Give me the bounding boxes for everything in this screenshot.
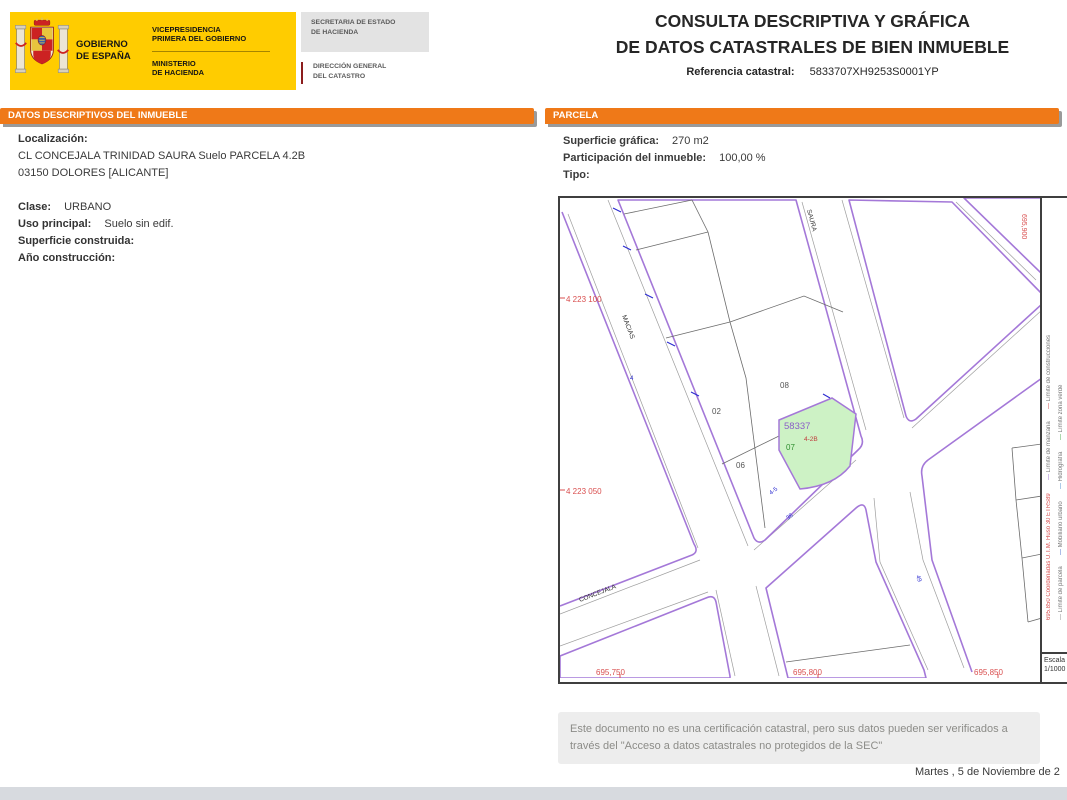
legend-limite-parcela: — Límite de parcela [1056,566,1066,620]
street-name-concejala: CONCEJALA [578,583,618,604]
street-name-top: SAURA [805,208,818,233]
bottom-strip [0,787,1067,800]
parcela-body [563,133,1043,184]
legend-hidrografia: — Hidrografía [1056,452,1066,489]
coord-x2: 695,800 [793,668,822,677]
manzana-number: 58337 [784,421,811,432]
direccion-general-catastro-label [301,62,443,84]
scale-value: 1/1000 [1044,666,1066,673]
cadastral-map-canvas [560,198,1040,678]
coord-x3: 695,850 [974,668,1003,677]
cadastral-map [558,196,1067,684]
ministerio-line1: MINISTERIO [152,58,196,68]
gobierno-line1: GOBIERNO [76,38,128,50]
legend-column-1 [1044,202,1054,620]
coord-vertical: 695,900 [1020,214,1027,240]
superficie-grafica-label: Superficie gráfica: [563,135,659,147]
tipo-label: Tipo: [563,169,590,181]
legend-zona-verde: — Límite zona verde [1056,385,1066,440]
scale-label: Escala [1044,657,1066,664]
gov-logo-block [10,12,296,90]
secretaria-line2: DE HACIENDA [311,28,359,36]
street-name-macias: MACIAS [620,314,636,340]
section-header-datos-descriptivos: DATOS DESCRIPTIVOS DEL INMUEBLE [0,108,534,124]
coord-y1: 4 223 100 [566,295,602,304]
scale-box [1042,652,1067,682]
address-line1: CL CONCEJALA TRINIDAD SAURA Suelo PARCELA 4.2B [18,150,306,162]
superficie-grafica-value: 270 m2 [672,135,709,147]
uso-value: Suelo sin edif. [104,218,174,230]
participacion-row [563,150,1043,167]
superficie-grafica-row [563,133,1043,150]
disclaimer-note: Este documento no es una certificación catastral, pero sus datos pueden ser verificados a través del "Acceso a datos catastrales no protegidos de la SEC" [558,712,1040,764]
superficie-label: Superficie construida: [18,235,135,247]
datos-descriptivos-body [18,131,518,267]
uso-label: Uso principal: [18,218,92,230]
block-southwest [560,597,730,678]
gobierno-line2: DE ESPAÑA [76,51,131,62]
legend-limite-manzana: — Límite de manzana [1044,421,1054,480]
referencia-value: 5833707XH9253S0001YP [809,65,939,78]
parcel-number-07: 07 [786,443,795,452]
document-title [558,8,1067,78]
vicepresidencia-line2: PRIMERA DEL GOBIERNO [152,34,247,44]
legend-limite-construcciones: — Límite de construcciones [1044,335,1054,409]
title-line1: CONSULTA DESCRIPTIVA Y GRÁFICA [654,11,971,31]
clase-label: Clase: [18,201,52,213]
ministerio-label [152,59,270,78]
clase-value: URBANO [64,201,112,213]
document-date: Martes , 5 de Noviembre de 2 [915,766,1060,778]
secretaria-line1: SECRETARIA DE ESTADO [311,19,396,26]
direccion-line1: DIRECCIÓN GENERAL [313,63,387,70]
house-number-49: 49 [914,574,923,583]
parcel-number-02: 02 [712,407,721,416]
parcel-number-06: 06 [736,461,745,470]
localizacion-label: Localización: [18,133,88,145]
gobierno-espana-label [76,39,146,64]
secretaria-estado-label [301,12,429,52]
vicepresidencia-label [152,25,270,52]
map-legend [1040,198,1067,682]
uso-row [18,216,518,233]
house-number-38: 38 [785,512,795,522]
section-header-parcela: PARCELA [545,108,1059,124]
spain-coat-of-arms-icon [14,16,70,87]
block-central [618,200,862,542]
house-number-4: 4 [630,376,634,382]
ministerio-line2: DE HACIENDA [152,67,205,77]
participacion-label: Participación del inmueble: [563,152,707,164]
address-line2: 03150 DOLORES [ALICANTE] [18,167,169,179]
coord-x1: 695,750 [596,668,625,677]
coord-y2: 4 223 050 [566,487,602,496]
block-southeast [922,378,1040,672]
legend-column-2 [1056,202,1066,620]
anio-label: Año construcción: [18,252,116,264]
parcel-number-08: 08 [780,381,789,390]
house-number-4-5: 4-5 [768,486,780,497]
direccion-line2: DEL CATASTRO [313,72,366,80]
legend-mobiliario: — Mobiliario urbano [1056,501,1066,555]
participacion-value: 100,00 % [719,152,766,164]
clase-row [18,199,518,216]
block-south-central [766,505,926,678]
referencia-catastral [558,66,1067,78]
vicepresidencia-line1: VICEPRESIDENCIA [152,24,221,34]
spacer [18,182,518,199]
referencia-label: Referencia catastral: [686,65,795,78]
parcel-sub-label: 4-2B [804,436,818,443]
title-line2: DE DATOS CATASTRALES DE BIEN INMUEBLE [615,37,1010,58]
utm-note: 695.850 Coordenadas U.T.M. Huso 30 ETRS89 [1046,493,1052,620]
ministry-labels [152,25,270,78]
